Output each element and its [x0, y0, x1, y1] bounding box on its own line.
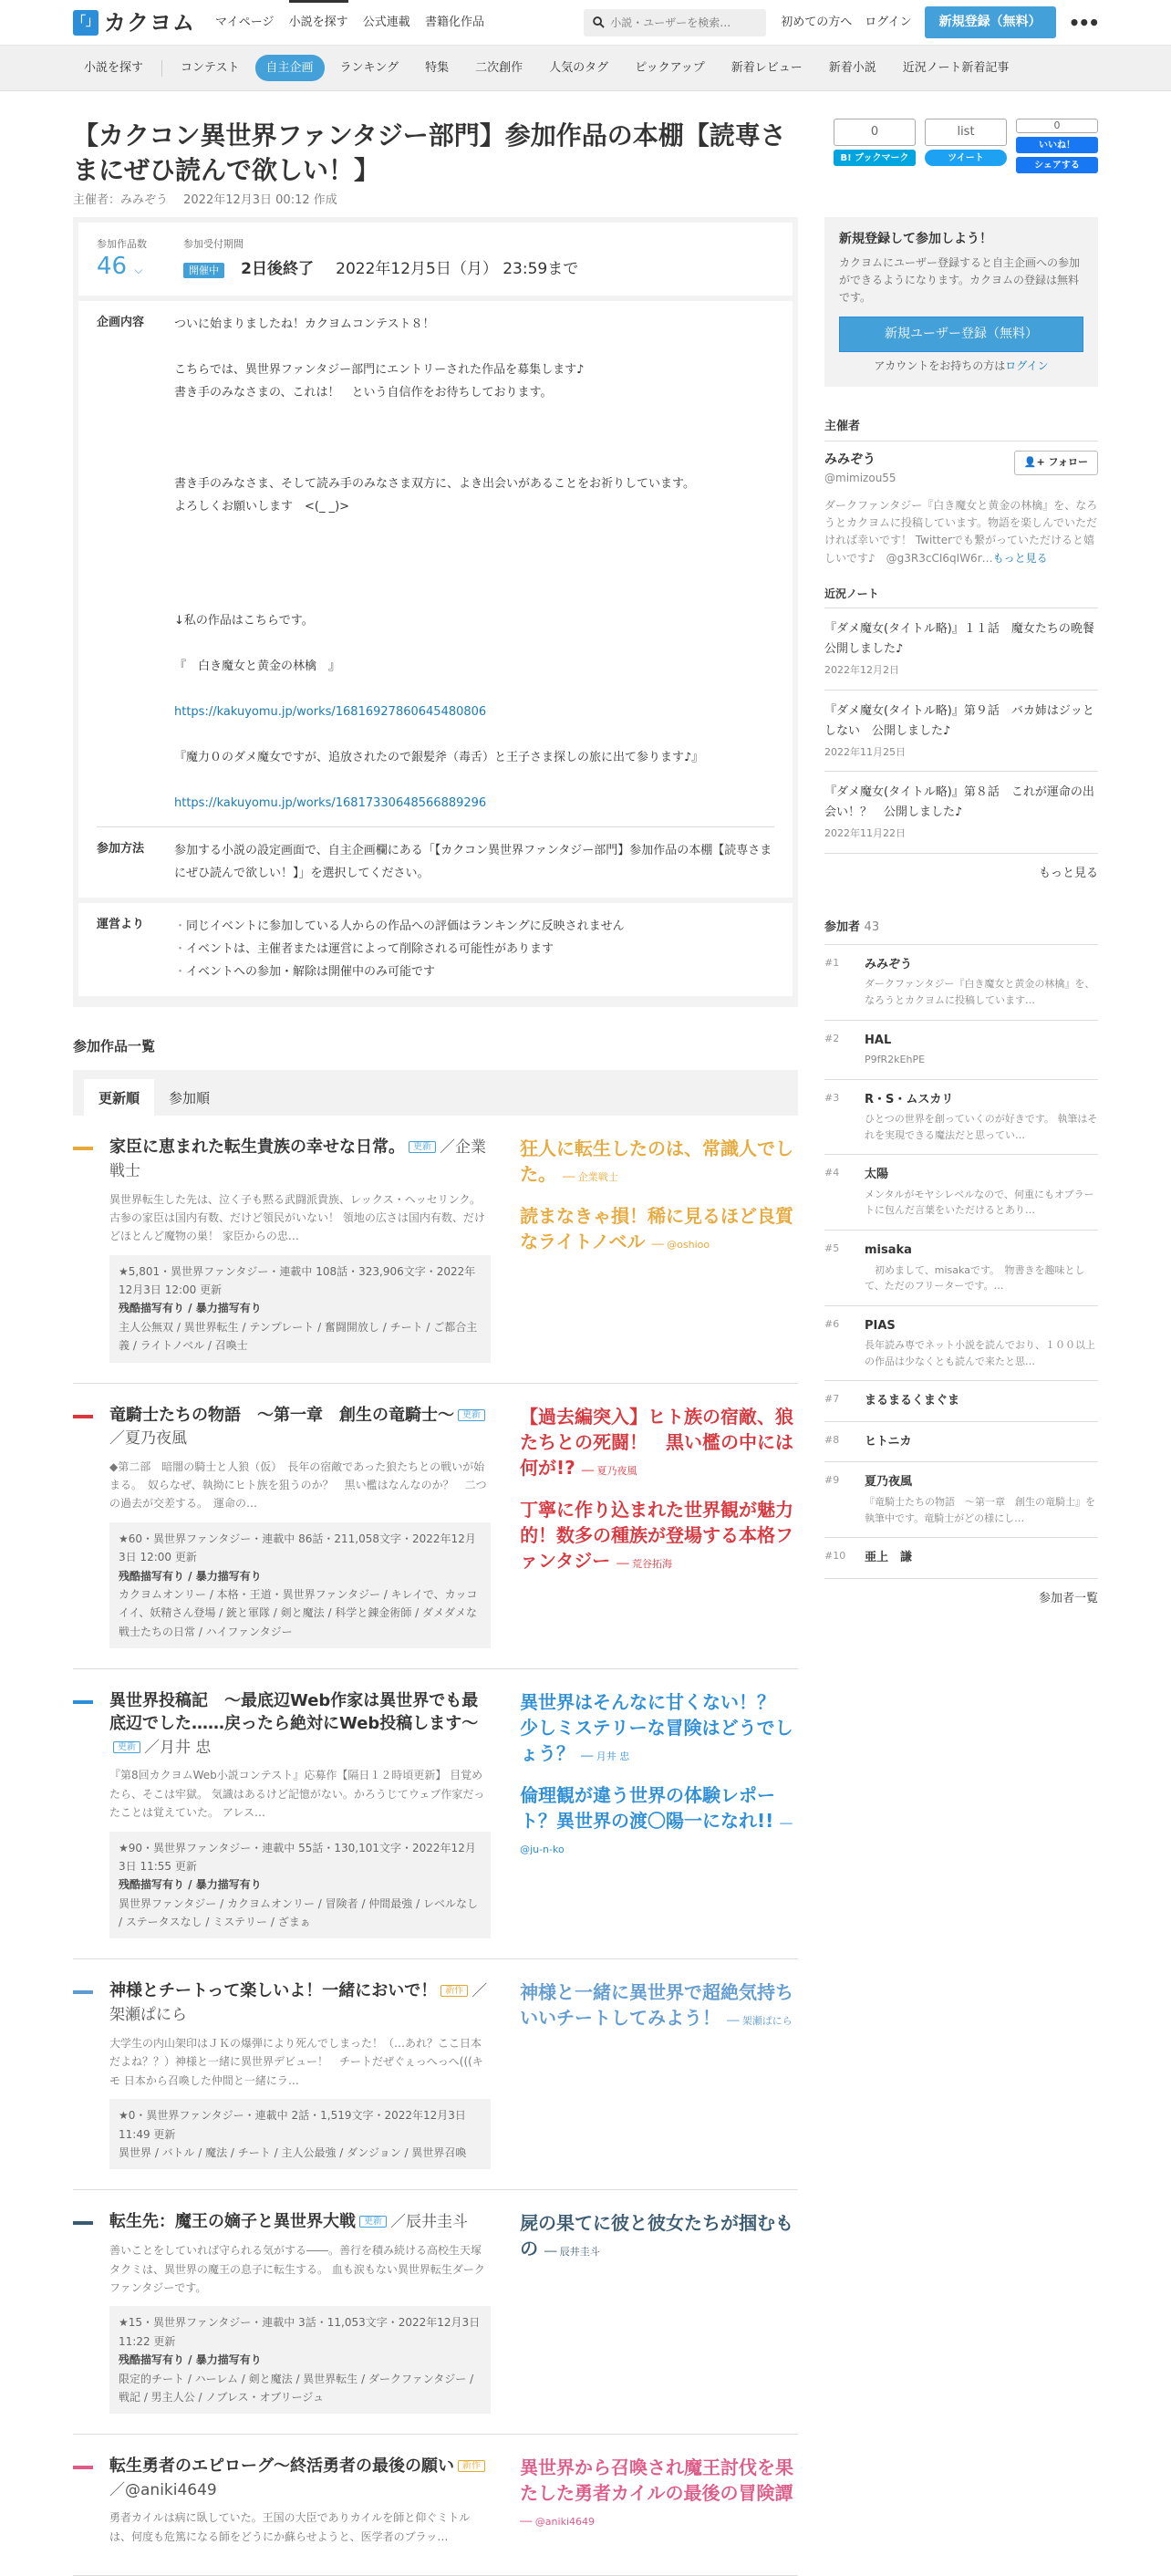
rules-list: [174, 916, 625, 983]
host-id: @mimizou55: [824, 472, 896, 485]
content-line: [174, 724, 703, 747]
catchphrase: [520, 1404, 798, 1480]
participant-name[interactable]: PIAS: [865, 1318, 896, 1333]
participant-name[interactable]: HAL: [865, 1033, 892, 1047]
color-bar: [73, 1415, 93, 1418]
content-line: 『魔力０のダメ魔女ですが、追放されたので銀髪斧（毒舌）と王子さま探しの旅に出て参ります♪』: [174, 751, 704, 764]
catch-author[interactable]: ── 月井 忠: [581, 1750, 630, 1763]
participant-name[interactable]: 夏乃夜風: [865, 1475, 913, 1490]
host-more-link[interactable]: もっと見る: [992, 551, 1048, 565]
participant-item[interactable]: [824, 1155, 1098, 1231]
content-text: [174, 314, 703, 815]
register-button[interactable]: 新規ユーザー登録（無料）: [839, 317, 1083, 352]
color-bar: [73, 1990, 93, 1994]
work-tags[interactable]: 主人公無双 / 異世界転生 / テンプレート / 奮闘開放し / チート / ご都合主義 / ライトノベル / 召喚士: [119, 1320, 478, 1353]
work-main: [109, 2455, 491, 2555]
content-line: [174, 565, 703, 587]
content-line: 書き手のみなさま、そして読み手のみなさま双方に、よき出会いがあることをお祈りしています。: [174, 477, 695, 491]
work-item: [73, 2190, 798, 2435]
work-main: [109, 1136, 491, 1363]
work-title-link[interactable]: 神様とチートって楽しいよ！一緒においで！: [109, 1981, 438, 2001]
work-desc: 大学生の内山架印はＪＫの爆弾により死んでしまった！（…あれ？ここ日本だよね？？）神様と一緒に異世界デビュー！ チートだぜぐぇっへっへ(((キモ 日本から召喚した仲間と一緒にラ…: [109, 2037, 483, 2087]
subnav-fanfic[interactable]: 二次創作: [475, 60, 523, 75]
participant-name[interactable]: 太陽: [865, 1168, 889, 1182]
chevron-down-icon: ⌵: [134, 263, 143, 276]
entry-count-value: 46: [97, 252, 128, 280]
participant-desc: ダークファンタジー『白き魔女と黄金の林檎』を、なろうとカクヨムに投稿しています…: [865, 978, 1095, 1006]
subnav-features[interactable]: 特集: [425, 60, 450, 75]
work-catches: [520, 1979, 798, 2169]
catch-text[interactable]: 異世界はそんなに甘くない！？ 少しミステリーな冒険はどうでしょう？: [520, 1691, 794, 1765]
participant-rank: #6: [824, 1317, 840, 1330]
work-title-link[interactable]: 異世界投稿記 〜最底辺Web作家は異世界でも最底辺でした……戻ったら絶対にWeb投稿します〜: [109, 1691, 479, 1734]
period-label: 参加受付期間: [183, 238, 244, 250]
participant-desc: P9fR2kEhPE: [865, 1054, 926, 1066]
end-date: 2022年12月5日（月） 23:59まで: [336, 259, 579, 278]
work-title: [109, 2210, 491, 2234]
participant-name[interactable]: R・S・ムスカリ: [865, 1092, 954, 1106]
news-title: 『ダメ魔女(タイトル略)』第８話 これが運命の出会い！？ 公開しました♪: [824, 785, 1094, 820]
catch-author[interactable]: ── 辰井圭斗: [544, 2246, 600, 2259]
bookmark-button[interactable]: B! ブックマーク: [834, 150, 916, 166]
title-row: [73, 119, 1098, 210]
participant-item[interactable]: [824, 1080, 1098, 1156]
work-title-link[interactable]: 家臣に恵まれた転生貴族の幸せな日常。: [109, 1137, 405, 1157]
subnav-new-novels[interactable]: 新着小説: [828, 60, 876, 75]
work-warnings: 残酷描写有り / 暴力描写有り: [119, 1878, 262, 1892]
content-line: [174, 519, 703, 542]
search-icon: [593, 16, 605, 28]
layout: [73, 217, 1106, 2576]
more-menu-icon[interactable]: •••: [1068, 11, 1098, 34]
catch-author[interactable]: ── 架瀬ぱにら: [727, 2015, 793, 2028]
tweet-count: list: [925, 119, 1007, 146]
work-stats: ★90・異世界ファンタジー・連載中 55話・130,101文字・2022年12月3日 11:55 更新: [119, 1841, 476, 1873]
rule-item: ・ イベントへの参加・解除は開催中のみ可能です: [174, 961, 625, 984]
work-catches: [520, 1689, 798, 1938]
rule-item: ・ イベントは、主催者または運営によって削除される可能性があります: [174, 939, 625, 961]
tweet-button[interactable]: ツイート: [925, 150, 1007, 166]
participants-more-link[interactable]: 参加者一覧: [1038, 1591, 1098, 1605]
page-meta: 主催者：みみぞう 2022年12月3日 00:12 作成: [73, 192, 337, 207]
work-title-link[interactable]: 竜騎士たちの物語 〜第一章 創生の竜騎士〜: [109, 1405, 454, 1425]
participant-rank: #9: [824, 1474, 840, 1487]
divider: [161, 60, 162, 77]
participant-rank: #4: [824, 1167, 840, 1179]
sub-nav: [0, 46, 1171, 91]
work-main: [109, 2210, 491, 2414]
work-title: [109, 1136, 491, 1183]
rules-box: [78, 903, 793, 996]
work-desc: 『第8回カクヨムWeb小説コンテスト』応募作【隔日１２時頃更新】 目覚めたら、そこは牢獄。 気識はあるけど記憶がない。かろうじてウェブ作家だったことは覚えていた。 アレス…: [109, 1769, 485, 1820]
catchphrase: [520, 1203, 798, 1254]
work-tags[interactable]: 限定的チート / ハーレム / 剣と魔法 / 異世界転生 / ダークファンタジー / 戦記 / 男主人公 / ノブレス・オブリージュ: [119, 2372, 474, 2404]
catch-text[interactable]: 読まなきゃ損！稀に見るほど良質なライトノベル: [520, 1204, 794, 1252]
catchphrase: [520, 1136, 798, 1187]
subnav-reviews[interactable]: 新着レビュー: [731, 60, 803, 75]
participant-item[interactable]: [824, 1381, 1098, 1422]
work-author[interactable]: ／夏乃夜風: [109, 1428, 187, 1448]
news-item[interactable]: [824, 608, 1106, 691]
content-line: [174, 679, 703, 701]
catchphrase: [520, 2455, 798, 2531]
content-line: 『 白き魔女と黄金の林檎 』: [174, 660, 341, 673]
color-bar: [73, 2221, 93, 2225]
nav-official[interactable]: 公式連載: [362, 15, 410, 29]
host-info: [824, 451, 1098, 486]
catch-text[interactable]: 異世界から召喚され魔王討伐を果たした勇者カイルの最後の冒険譚: [520, 2457, 794, 2505]
follow-label: フォロー: [1048, 456, 1088, 469]
work-catches: [520, 1136, 798, 1363]
work-item: [73, 2435, 798, 2576]
content-line: よろしくお願いします <(_ _)>: [174, 500, 350, 514]
event-period: [183, 237, 578, 281]
catchphrase: [520, 2210, 798, 2261]
main-column: [73, 217, 798, 2576]
content-line: ↓私の作品はこちらです。: [174, 614, 314, 628]
catch-author[interactable]: ── 企業戦士: [563, 1170, 618, 1183]
news-title: 『ダメ魔女(タイトル略)』第９話 バカ姉はジッとしない 公開しました♪: [824, 703, 1094, 738]
work-title: [109, 1404, 491, 1450]
site-logo[interactable]: [73, 6, 195, 39]
status-badge: 開催中: [183, 263, 224, 278]
work-stats: ★5,801・異世界ファンタジー・連載中 108話・323,906文字・2022年12月3日 12:00 更新: [119, 1264, 476, 1297]
participant-item[interactable]: [824, 945, 1098, 1021]
like-button[interactable]: いいね！: [1016, 137, 1098, 153]
work-title-link[interactable]: 転生勇者のエピローグ〜終活勇者の最後の願い: [109, 2457, 454, 2477]
work-main: [109, 1979, 491, 2169]
participant-name[interactable]: ヒトニカ: [865, 1434, 912, 1449]
work-warnings: 残酷描写有り / 暴力描写有り: [119, 2353, 262, 2367]
participant-name[interactable]: みみぞう: [865, 957, 913, 971]
subnav-search[interactable]: 小説を探す: [84, 60, 144, 75]
entry-count[interactable]: [97, 253, 147, 281]
subnav-tags[interactable]: 人気のタグ: [549, 60, 609, 75]
work-warnings: 残酷描写有り / 暴力描写有り: [119, 1302, 262, 1315]
subnav-pickup[interactable]: ピックアップ: [635, 60, 705, 75]
host-heading: 主催者: [824, 418, 1098, 442]
participant-name[interactable]: まるまるくまぐま: [865, 1394, 960, 1408]
work-link-2[interactable]: https://kakuyomu.jp/works/16817330648566889296: [174, 796, 487, 810]
content-line: [174, 587, 703, 610]
news-heading: 近況ノート: [824, 586, 1098, 608]
participant-rank: #3: [824, 1091, 840, 1104]
hatena-bookmark[interactable]: [834, 119, 916, 173]
work-stats: ★15・異世界ファンタジー・連載中 3話・11,053文字・2022年12月3日 11:22 更新: [119, 2316, 481, 2348]
login-prompt: アカウントをお持ちの方は: [874, 358, 1006, 372]
participants-label: 参加者: [824, 920, 861, 935]
bookmark-count: 0: [834, 119, 916, 146]
work-item: [73, 1384, 798, 1670]
top-nav: [215, 0, 495, 45]
content-line: こちらでは、異世界ファンタジー部門にエントリーされた作品を募集します♪: [174, 363, 585, 377]
catch-text[interactable]: 【過去編突入】ヒト族の宿敵、狼たちとの死闘！ 黒い檻の中には何が!?: [520, 1405, 794, 1479]
page-title: 【カクコン異世界ファンタジー部門】参加作品の本棚【読専さまにぜひ読んで欲しい！】: [73, 120, 786, 185]
color-bar: [73, 1147, 93, 1150]
work-badge: 新作: [458, 2460, 485, 2472]
news-date: 2022年12月2日: [824, 664, 899, 676]
nav-mypage[interactable]: マイページ: [215, 15, 275, 29]
work-title: [109, 1979, 491, 2027]
participants-heading: [824, 919, 1098, 945]
work-author[interactable]: ／架瀬ぱにら: [109, 1982, 488, 2025]
work-info: [109, 2306, 491, 2414]
work-stats: ★60・異世界ファンタジー・連載中 86話・211,058文字・2022年12月3日 12:00 更新: [119, 1532, 476, 1564]
work-catches: [520, 2455, 798, 2555]
ends-in: 2日後終了: [241, 259, 314, 278]
participant-desc: ひとつの世界を創っていくのが好きです。 執筆はそれを実現できる魔法だと思ってい…: [865, 1113, 1098, 1141]
event-content: [78, 301, 793, 898]
work-item: [73, 1959, 798, 2190]
tab-joined[interactable]: 参加順: [169, 1089, 211, 1106]
works-tabs: [73, 1070, 798, 1116]
host-name[interactable]: みみぞう: [824, 452, 876, 468]
subnav-ranking[interactable]: ランキング: [339, 60, 399, 75]
logo-text: カクヨム: [104, 9, 195, 36]
content-line: [174, 770, 703, 793]
works-list: [73, 1116, 798, 2576]
signup-box: [824, 217, 1098, 387]
follow-button[interactable]: [1014, 451, 1098, 475]
work-title-link[interactable]: 転生先：魔王の嫡子と異世界大戦: [109, 2212, 356, 2232]
work-badge: 更新: [359, 2216, 387, 2228]
share-button[interactable]: シェアする: [1016, 157, 1098, 173]
sidebar: [824, 217, 1106, 2576]
participant-desc: 『竜騎士たちの物語 〜第一章 創生の竜騎士』を執筆中です。竜騎士がどの様にし…: [865, 1495, 1095, 1524]
work-badge: 更新: [113, 1741, 140, 1753]
subnav-news[interactable]: 近況ノート新着記事: [902, 60, 1010, 75]
content-line: [174, 451, 703, 473]
content-line: [174, 405, 703, 428]
nav-search-novels[interactable]: 小説を探す: [289, 0, 348, 45]
news-date: 2022年11月22日: [824, 827, 906, 840]
participants-count: 43: [864, 920, 880, 935]
participant-item[interactable]: [824, 1306, 1098, 1382]
subnav-contest[interactable]: コンテスト: [181, 60, 240, 75]
participant-rank: #10: [824, 1550, 846, 1563]
rules-label: 運営より: [97, 918, 145, 932]
tweet[interactable]: [925, 119, 1007, 173]
login-text: [839, 358, 1083, 374]
catchphrase: [520, 1979, 798, 2031]
participants-list: [824, 945, 1098, 1579]
participant-item[interactable]: [824, 1422, 1098, 1463]
method-text: 参加する小説の設定画面で、自主企画欄にある「【カクコン異世界ファンタジー部門】参加作品の本棚【読専さまにぜひ読んで欲しい！】」を選択してください。: [174, 844, 772, 880]
work-desc: 善いことをしていれば守られる気がする――。善行を積み続ける高校生天塚タクミは、異世界の魔王の息子に転生する。 血も涙もない異世界転生ダークファンタジーです。: [109, 2244, 485, 2294]
work-item: [73, 1669, 798, 1959]
work-badge: 更新: [409, 1141, 436, 1153]
subnav-user-events[interactable]: 自主企画: [255, 55, 325, 82]
count-label: 参加作品数: [97, 238, 147, 250]
beginner-link[interactable]: 初めての方へ: [781, 15, 853, 29]
content-line: [174, 337, 703, 359]
catch-author[interactable]: ── @oshioo: [651, 1238, 710, 1251]
catch-text[interactable]: 屍の果てに彼と彼女たちが掴むもの: [520, 2212, 794, 2260]
catch-author[interactable]: ── @aniki4649: [520, 2516, 595, 2529]
work-desc: 勇者カイルは病に臥していた。王国の大臣でありカイルを師と仰ぐミトルは、何度も危篤になる師をどうにか蘇らせようと、医学者のブラッ…: [109, 2511, 471, 2543]
participant-item[interactable]: [824, 1462, 1098, 1538]
work-catches: [520, 1404, 798, 1649]
participant-name[interactable]: 亜上 謙: [865, 1551, 913, 1565]
catch-text[interactable]: 狂人に転生したのは、常識人でした。: [520, 1137, 794, 1185]
facebook[interactable]: [1016, 119, 1098, 173]
work-main: [109, 1689, 491, 1938]
divider: [97, 826, 774, 827]
participant-desc: 初めまして、misakaです。 物書きを趣味として、ただのフリーターです。…: [865, 1263, 1085, 1293]
content-line: ついに始まりましたね！カクヨムコンテスト８！: [174, 317, 435, 331]
work-info: [109, 1522, 491, 1648]
signup-desc: カクヨムにユーザー登録すると自主企画への参加ができるようになります。カクヨムの登録は無料です。: [839, 256, 1081, 305]
social-buttons: [834, 119, 1098, 173]
work-tags[interactable]: 異世界 / バトル / 魔法 / チート / 主人公最強 / ダンジョン / 異世界召喚: [119, 2146, 467, 2159]
logo-mark: 「」: [73, 10, 98, 36]
catchphrase: [520, 1782, 798, 1859]
works-section-title: 参加作品一覧: [73, 1038, 156, 1055]
participant-item[interactable]: [824, 1231, 1098, 1306]
catch-author[interactable]: ── 荒谷拓海: [617, 1557, 672, 1570]
work-author[interactable]: ／辰井圭斗: [390, 2213, 468, 2232]
news-title: 『ダメ魔女(タイトル略)』１１話 魔女たちの晩餐 公開しました♪: [824, 621, 1106, 656]
color-bar: [73, 2466, 93, 2469]
main-container: [73, 91, 1106, 2576]
participant-rank: #2: [824, 1032, 840, 1044]
user-plus-icon: 👤+: [1023, 456, 1045, 469]
catchphrase: [520, 1689, 798, 1766]
color-bar: [73, 1700, 93, 1704]
participant-rank: #5: [824, 1242, 840, 1255]
catch-text[interactable]: 神様と一緒に異世界で超絶気持ちいいチートしてみよう！: [520, 1981, 794, 2030]
work-catches: [520, 2210, 798, 2414]
nav-books[interactable]: 書籍化作品: [424, 15, 484, 29]
host-desc: [824, 497, 1098, 567]
tab-updated[interactable]: 更新順: [84, 1079, 154, 1116]
work-info: [109, 1832, 491, 1939]
login-link[interactable]: ログイン: [865, 15, 912, 29]
like-count: 0: [1016, 119, 1098, 133]
news-more-link[interactable]: もっと見る: [1038, 866, 1098, 880]
event-box: [73, 217, 798, 1007]
top-header: [0, 0, 1171, 46]
signup-title: 新規登録して参加しよう！: [839, 232, 992, 246]
method-label: 参加方法: [97, 842, 145, 856]
work-desc: ◆第二部 暗闇の騎士と人狼（仮） 長年の宿敵であった狼たちとの戦いが始まる。 奴らなぜ、執拗にヒト族を狙うのか？ 黒い檻はなんなのか？ 二つの過去が交差する。 運命の…: [109, 1459, 487, 1511]
content-line: [174, 428, 703, 451]
catch-author[interactable]: ── @ju-n-ko: [520, 1818, 793, 1856]
participant-desc: メンタルがモヤシレベルなので、何重にもオブラートに包んだ言葉をいただけるとあり…: [865, 1188, 1094, 1217]
work-author[interactable]: ／月井 忠: [144, 1738, 212, 1757]
work-warnings: 残酷描写有り / 暴力描写有り: [119, 1569, 262, 1583]
participant-item[interactable]: [824, 1021, 1098, 1080]
participant-rank: #7: [824, 1393, 840, 1406]
participant-desc: 長年読み専でネット小説を読んでおり、１００以上の作品は少なくとも読んで来たと思…: [865, 1339, 1095, 1367]
catch-text[interactable]: 倫理観が違う世界の体験レポート？異世界の渡〇陽一になれ!!: [520, 1784, 776, 1833]
participant-rank: #8: [824, 1433, 840, 1446]
catchphrase: [520, 1497, 798, 1574]
work-title: [109, 2455, 491, 2501]
participant-rank: #1: [824, 956, 840, 969]
participant-item[interactable]: [824, 1538, 1098, 1579]
work-title: [109, 1689, 491, 1759]
host-desc-text: ダークファンタジー『白き魔女と黄金の林檎』を、なろうとカクヨムに投稿しています。物語を楽しんでいただければ幸いです！ Twitterでも繋がっていただけると嬉しいです♪ @g3R3cCI6qIW6r…: [824, 499, 1098, 565]
news-item[interactable]: [824, 691, 1098, 773]
work-badge: 更新: [458, 1409, 485, 1421]
work-info: [109, 2099, 491, 2169]
work-stats: ★0・異世界ファンタジー・連載中 2話・1,519文字・2022年12月3日 11:49 更新: [119, 2109, 466, 2141]
content-line: [174, 542, 703, 565]
participant-name[interactable]: misaka: [865, 1243, 912, 1258]
work-item: [73, 1116, 798, 1384]
catch-author[interactable]: ── 夏乃夜風: [581, 1464, 637, 1477]
work-info: [109, 1255, 491, 1363]
sidebar-login-link[interactable]: ログイン: [1005, 358, 1049, 372]
work-desc: 異世界転生した先は、泣く子も黙る武闘派貴族、レックス・ヘッセリンク。 古参の家臣は国内有数、だけど領民がいない！ 領地の広さは国内有数、だけどほとんど魔物の巣！ 家臣からの忠…: [109, 1192, 485, 1243]
news-date: 2022年11月25日: [824, 745, 906, 758]
content-label: 企画内容: [97, 316, 145, 329]
work-author[interactable]: ／企業戦士: [109, 1137, 486, 1180]
work-link-1[interactable]: https://kakuyomu.jp/works/16816927860645480806: [174, 705, 487, 719]
event-header: [78, 223, 793, 296]
search-input[interactable]: [610, 16, 756, 29]
catch-text[interactable]: 丁寧に作り込まれた世界観が魅力的！数多の種族が登場する本格ファンタジー: [520, 1498, 794, 1572]
rule-item: ・ 同じイベントに参加している人からの作品への評価はランキングに反映されません: [174, 916, 625, 939]
news-item[interactable]: [824, 772, 1098, 854]
work-main: [109, 1404, 491, 1649]
search-box[interactable]: [584, 9, 766, 36]
work-tags[interactable]: 異世界ファンタジー / カクヨムオンリー / 冒険者 / 仲間最強 / レベルなし / ステータスなし / ミステリー / ざまぁ: [119, 1896, 478, 1929]
content-line: [174, 633, 703, 656]
work-tags[interactable]: カクヨムオンリー / 本格・王道・異世界ファンタジー / キレイで、カッコイイ、妖精さん登場 / 銃と軍隊 / 剣と魔法 / 科学と錬金術師 / ダメダメな戦士たちの日常 / ハイファンタジー: [119, 1587, 478, 1638]
work-badge: 新作: [440, 1985, 468, 1997]
signup-button[interactable]: 新規登録（無料）: [925, 6, 1056, 38]
content-line: 書き手のみなさまの、これは！ という自信作をお待ちしております。: [174, 386, 553, 400]
work-author[interactable]: ／@aniki4649: [109, 2480, 217, 2499]
